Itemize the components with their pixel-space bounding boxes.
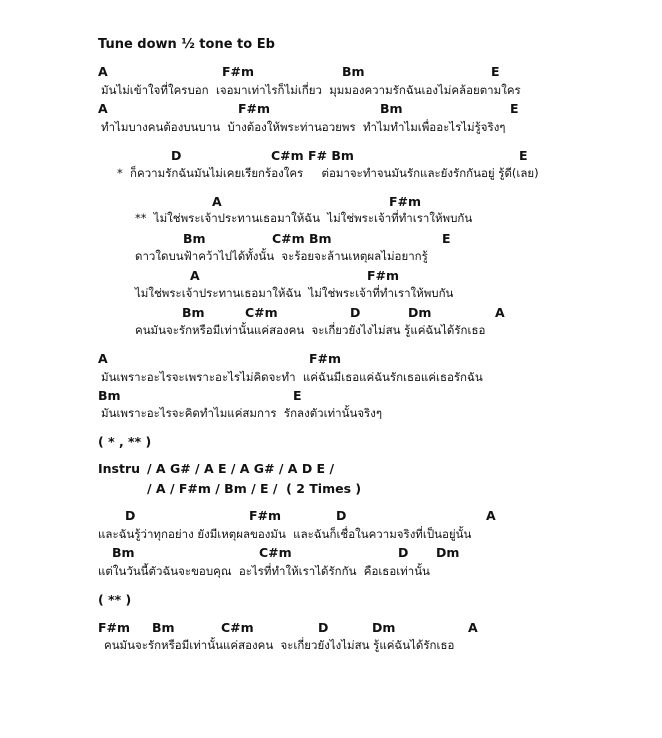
chord: F#m [309, 351, 342, 366]
song-tuning-title: Tune down ½ tone to Eb [98, 37, 275, 52]
lyric-line: ไม่ใช่พระเจ้าประทานเธอมาให้ฉัน ไม่ใช่พระเจ้าที่ทำเราให้พบกัน [135, 286, 454, 300]
chord: D [350, 305, 361, 320]
chord: F#m [98, 620, 131, 635]
chord: C#m [259, 545, 292, 560]
chord: C#m Bm [272, 231, 332, 246]
chord: Bm [380, 101, 403, 116]
chord: Bm [342, 64, 365, 79]
chord: A [468, 620, 478, 635]
chord: Bm [183, 231, 206, 246]
chord: F#m [249, 508, 282, 523]
chord: Dm [408, 305, 432, 320]
chord: A [495, 305, 505, 320]
chord: A [190, 268, 200, 283]
lyric-line: มันเพราะอะไรจะคิดทำไมแค่สมการ รักลงตัวเท่านั้นจริงๆ [101, 406, 383, 420]
lyric-line: ดาวใดบนฟ้าคว้าไปได้ทั้งนั้น จะร้อยจะล้านเหตุผลไม่อยากรู้ [135, 249, 428, 263]
lyric-line: คนมันจะรักหรือมีเท่านั้นแค่สองคน จะเกี่ยวยังไงไม่สน รู้แค่ฉันได้รักเธอ [104, 638, 455, 652]
chord: A [486, 508, 496, 523]
chord: D [398, 545, 409, 560]
chord: D [318, 620, 329, 635]
chord: C#m [245, 305, 278, 320]
chord: Bm [182, 305, 205, 320]
lyric-line: ทำไมบางคนต้องบนบาน บ้างต้องให้พระท่านอวยพร ทำไมทำไมเพื่ออะไรไม่รู้จริงๆ [101, 120, 506, 134]
chord: E [519, 148, 528, 163]
chord: A [98, 351, 108, 366]
repeat-marker: ( ** ) [98, 592, 132, 607]
chord: A [98, 101, 108, 116]
lyric-line: คนมันจะรักหรือมีเท่านั้นแค่สองคน จะเกี่ยวยังไงไม่สน รู้แค่ฉันได้รักเธอ [135, 323, 486, 337]
chord: Dm [372, 620, 396, 635]
chord: E [491, 64, 500, 79]
lyric-line: ** ไม่ใช่พระเจ้าประทานเธอมาให้ฉัน ไม่ใช่พระเจ้าที่ทำเราให้พบกัน [135, 211, 473, 225]
chord: D [336, 508, 347, 523]
chord: C#m [221, 620, 254, 635]
chord: Bm [98, 388, 121, 403]
chord: F#m [389, 194, 422, 209]
chord: Dm [436, 545, 460, 560]
lyric-line: แต่ในวันนี้ตัวฉันจะขอบคุณ อะไรที่ทำให้เราได้รักกัน คือเธอเท่านั้น [98, 564, 430, 578]
chord: E [293, 388, 302, 403]
chord: F#m [222, 64, 255, 79]
lyric-line: * ก็ความรักฉันมันไม่เคยเรียกร้องใคร ต่อมาจะทำจนมันรักและยังรักกันอยู่ รู้ดี(เลย) [117, 166, 539, 180]
instru-chords-line: / A G# / A E / A G# / A D E / [147, 461, 335, 476]
chord: D [171, 148, 182, 163]
chord: Bm [112, 545, 135, 560]
repeat-marker: ( * , ** ) [98, 434, 152, 449]
chord: E [510, 101, 519, 116]
lyric-line: มันเพราะอะไรจะเพราะอะไรไม่คิดจะทำ แค่ฉันมีเธอแค่ฉันรักเธอแค่เธอรักฉัน [101, 370, 483, 384]
instru-chords-line: / A / F#m / Bm / E / ( 2 Times ) [147, 481, 362, 496]
chord: A [98, 64, 108, 79]
lyric-line: มันไม่เข้าใจที่ใครบอก เจอมาเท่าไรก็ไม่เกี่ยว มุมมองความรักฉันเองไม่คล้อยตามใคร [101, 83, 521, 97]
lyric-line: และฉันรู้ว่าทุกอย่าง ยังมีเหตุผลของมัน และฉันก็เชื่อในความจริงที่เป็นอยู่นั้น [98, 527, 472, 541]
chord: Bm [152, 620, 175, 635]
chord: F#m [238, 101, 271, 116]
chord: C#m F# Bm [271, 148, 354, 163]
chord: E [442, 231, 451, 246]
instru-label: Instru [98, 461, 141, 476]
chord: A [212, 194, 222, 209]
chord: F#m [367, 268, 400, 283]
chord: D [125, 508, 136, 523]
